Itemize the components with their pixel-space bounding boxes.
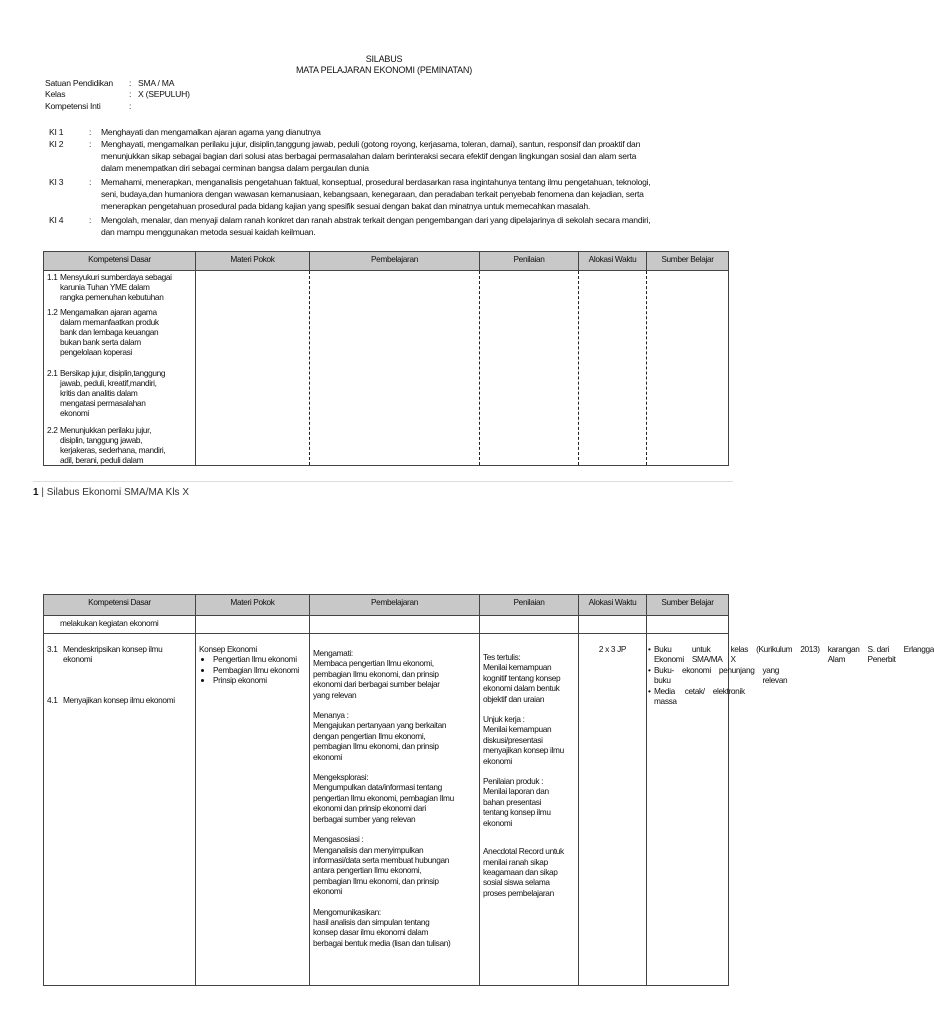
col-header: Pembelajaran <box>310 595 480 616</box>
ki-line: dan mampu menggunakan metoda sesuai kaidah keilmuan. <box>101 227 316 237</box>
col-header: Penilaian <box>480 252 579 271</box>
col-header: Materi Pokok <box>196 595 310 616</box>
alokasi-cell <box>579 271 647 466</box>
identity-sep: : <box>129 78 132 88</box>
kd-continued: melakukan kegiatan ekonomi <box>44 616 196 634</box>
kd-item: 3.1 Mendeskripsikan konsep ilmu ekonomi <box>47 644 163 665</box>
ki-code: KI 1 <box>49 127 64 137</box>
kd-item: 1.1 Mensyukuri sumberdaya sebagai karunia Tuhan YME dalam rangka pemenuhan kebutuhan <box>47 272 172 303</box>
sumber-cell <box>647 271 729 466</box>
ki-code: KI 4 <box>49 215 64 225</box>
table-header-row <box>44 595 729 616</box>
col-header: Kompetensi Dasar <box>44 595 196 616</box>
table-row <box>44 634 729 986</box>
table-header-row <box>44 252 729 271</box>
col-header: Materi Pokok <box>196 252 310 271</box>
syllabus-table-page1 <box>43 251 729 466</box>
materi-cell <box>196 634 310 986</box>
ki-sep: : <box>89 139 92 149</box>
ki-line: dalam menempatkan diri sebagai cerminan bangsa dalam pergaulan dunia <box>101 163 369 173</box>
col-header: Sumber Belajar <box>647 595 729 616</box>
ki-line: Memahami, menerapkan, menganalisis pengetahuan faktual, konseptual, prosedural berdasarkan rasa ingintahunya tentang ilmu pengetahuan, teknologi, <box>101 177 651 187</box>
list-item: • Prinsip ekonomi <box>213 675 306 685</box>
ki-sep: : <box>89 177 92 187</box>
kd-cell <box>44 634 196 986</box>
activity-block: Mengasosiasi : Menganalisis dan menyimpulkan informasi/data serta membuat hubungan antara pengertian Ilmu ekonomi, pembagian Ilmu ekonomi, dan prinsip ekonomi <box>313 834 450 897</box>
alokasi-cell: 2 x 3 JP <box>579 634 647 986</box>
penilaian-cell <box>480 271 579 466</box>
table-row <box>44 271 729 466</box>
assessment-block: Tes tertulis: Menilai kemampuan kognitif tentang konsep ekonomi dalam bentuk objektif dan uraian <box>483 652 561 704</box>
ki-line: menerapkan pengetahuan prosedural pada bidang kajian yang spesifik sesuai dengan bakat dan minatnya untuk memecahkan masalah. <box>101 201 591 211</box>
identity-label: Kompetensi Inti <box>45 101 101 111</box>
assessment-block: Penilaian produk : Menilai laporan dan bahan presentasi tentang konsep ilmu ekonomi <box>483 776 551 828</box>
table-row <box>44 616 729 634</box>
assessment-block: Unjuk kerja : Menilai kemampuan diskusi/presentasi menyajikan konsep ilmu ekonomi <box>483 714 564 766</box>
kd-item: 2.1 Bersikap jujur, disiplin,tanggung jawab, peduli, kreatif,mandiri, kritis dan analitis dalam mengatasi permasalahan ekonomi <box>47 367 166 419</box>
col-header: Pembelajaran <box>310 252 480 271</box>
kd-item: 1.2 Mengamalkan ajaran agama dalam memanfaatkan produk bank dan lembaga keuangan bukan bank serta dalam pengelolaan koperasi <box>47 306 159 358</box>
col-header: Sumber Belajar <box>647 252 729 271</box>
sumber-cell <box>647 634 934 986</box>
pembelajaran-cell <box>310 634 480 986</box>
source-list <box>648 644 934 707</box>
doc-title: SILABUS <box>365 54 403 64</box>
ki-sep: : <box>89 127 92 137</box>
identity-sep: : <box>129 101 132 111</box>
pembelajaran-cell <box>310 271 480 466</box>
kd-item: 4.1 Menyajikan konsep ilmu ekonomi <box>47 694 175 705</box>
ki-line: menunjukkan sikap sebagai bagian dari solusi atas berbagai permasalahan dalam berinteraksi secara efektif dengan lingkungan sosial dan alam serta <box>101 151 637 161</box>
identity-sep: : <box>129 89 132 99</box>
ki-line: Mengolah, menalar, dan menyaji dalam ranah konkret dan ranah abstrak terkait dengan pengembangan dari yang dipelajarinya di sekolah secara mandiri, <box>101 215 651 225</box>
col-header: Kompetensi Dasar <box>44 252 196 271</box>
identity-value: X (SEPULUH) <box>138 89 190 99</box>
footer-divider <box>33 481 733 482</box>
kd-cell <box>44 271 196 466</box>
activity-block: Mengomunikasikan: hasil analisis dan simpulan tentang konsep dasar ilmu ekonomi dalam berbagai bentuk media (lisan dan tulisan) <box>313 906 451 948</box>
col-header: Penilaian <box>480 595 579 616</box>
footer-sep: | <box>41 487 44 498</box>
identity-label: Satuan Pendidikan <box>45 78 113 88</box>
ki-sep: : <box>89 215 92 225</box>
list-item: • Pengertian Ilmu ekonomi <box>213 654 306 664</box>
syllabus-table-page2 <box>43 594 934 986</box>
ki-code: KI 3 <box>49 177 64 187</box>
ki-line: Menghayati, mengamalkan perilaku jujur, disiplin,tanggung jawab, peduli (gotong royong, kerjasama, toleran, damai), santun, responsif dan proaktif dan <box>101 139 641 149</box>
footer-text: Silabus Ekonomi SMA/MA Kls X <box>46 487 190 498</box>
page-number: 1 <box>33 487 39 498</box>
list-item: • Buku Ekonomi untuk SMA/MA kelas X (Kurikulum 2013) karangan Alam S. dari Penerbit Erlangga <box>648 644 934 665</box>
list-item: • Pembagian Ilmu ekonomi <box>213 665 306 675</box>
identity-value: SMA / MA <box>138 78 175 88</box>
assessment-block: Anecdotal Record untuk menilai ranah sikap keagamaan dan sikap sosial siswa selama proses pembelajaran <box>483 846 564 898</box>
ki-line: Menghayati dan mengamalkan ajaran agama yang dianutnya <box>101 127 321 137</box>
ki-code: KI 2 <box>49 139 64 149</box>
doc-subtitle: MATA PELAJARAN EKONOMI (PEMINATAN) <box>295 65 473 75</box>
col-header: Alokasi Waktu <box>579 252 647 271</box>
materi-cell <box>196 271 310 466</box>
list-item: • Media massa cetak/ elektronik <box>648 685 745 707</box>
col-header: Alokasi Waktu <box>579 595 647 616</box>
ki-line: seni, budaya,dan humaniora dengan wawasan kemanusiaan, kebangsaan, kenegaraan, dan peradaban terkait penyebab fenomena dan kejadian, serta <box>101 189 644 199</box>
activity-block: Menanya : Mengajukan pertanyaan yang berkaitan dengan pengertian Ilmu ekonomi, pembagian Ilmu ekonomi, dan prinsip ekonomi <box>313 710 447 762</box>
page-footer <box>33 487 189 498</box>
list-item: • Buku-buku ekonomi penunjang yang relevan <box>648 664 788 686</box>
activity-block: Mengamati: Membaca pengertian Ilmu ekonomi, pembagian Ilmu ekonomi, dan prinsip ekonomi dari berbagai sumber belajar yang relevan <box>313 648 440 700</box>
materi-title: Konsep Ekonomi <box>199 644 257 654</box>
identity-label: Kelas <box>45 89 66 99</box>
penilaian-cell <box>480 634 579 986</box>
activity-block: Mengeksplorasi: Mengumpulkan data/informasi tentang pengertian Ilmu ekonomi, pembagian Ilmu ekonomi dan prinsip ekonomi dari berbagai sumber yang relevan <box>313 772 454 824</box>
materi-list <box>199 654 306 685</box>
kd-item: 2.2 Menunjukkan perilaku jujur, disiplin, tanggung jawab, kerjakeras, sederhana, mandiri, adil, berani, peduli dalam <box>47 424 166 466</box>
